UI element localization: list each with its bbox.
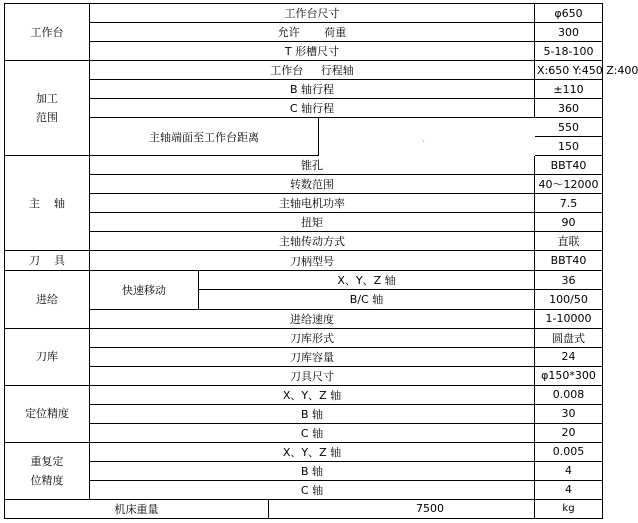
- row-value: 0.005: [535, 442, 603, 461]
- row-label: 刀具尺寸: [90, 366, 535, 385]
- row-value: φ650: [535, 4, 603, 23]
- table-row: [5, 213, 603, 232]
- table-row: [5, 499, 603, 518]
- row-unit: kg: [535, 499, 603, 518]
- row-value: 20: [535, 423, 603, 442]
- row-label: 允许 荷重: [90, 23, 535, 42]
- row-value: BBT40: [535, 156, 603, 175]
- table-row: [5, 366, 603, 385]
- table-row: [5, 156, 603, 175]
- category-range: [5, 61, 90, 156]
- table-row: [5, 42, 603, 61]
- table-row: [5, 404, 603, 423]
- row-value: BBT40: [535, 251, 603, 271]
- row-label: C 轴: [90, 480, 535, 499]
- row-value: 550: [535, 118, 603, 137]
- row-value: 150: [535, 137, 603, 156]
- table-row: [5, 23, 603, 42]
- row-label: T 形槽尺寸: [90, 42, 535, 61]
- table-row: [5, 442, 603, 461]
- row-value: ±110: [535, 80, 603, 99]
- table-row: [5, 194, 603, 213]
- category-magazine: 刀库: [5, 328, 90, 385]
- category-line: 加工: [36, 92, 58, 106]
- row-label: 锥孔: [90, 156, 535, 175]
- row-label: 扭矩: [90, 213, 535, 232]
- category-line: 重复定: [30, 454, 64, 468]
- table-row: [5, 118, 603, 137]
- row-label: 主轴传动方式: [90, 232, 535, 251]
- category-positioning: 定位精度: [5, 385, 90, 442]
- machine-spec-table: [4, 3, 638, 519]
- row-label: B 轴: [90, 404, 535, 423]
- row-label: C 轴: [90, 423, 535, 442]
- table-row: [5, 175, 603, 194]
- table-row: [5, 4, 603, 23]
- table-row: [5, 99, 603, 118]
- row-value: 7.5: [535, 194, 603, 213]
- blank-marker: 、: [421, 130, 432, 144]
- row-value: 100/50: [535, 290, 603, 309]
- category-tool: 刀 具: [5, 251, 90, 271]
- table-row: [5, 423, 603, 442]
- row-value: 30: [535, 404, 603, 423]
- row-label: 刀库容量: [90, 347, 535, 366]
- table-row: [5, 347, 603, 366]
- row-label: 工作台 行程轴: [90, 61, 535, 80]
- table-row: [5, 80, 603, 99]
- row-label: B/C 轴: [199, 290, 535, 309]
- category-spindle: 主 轴: [5, 156, 90, 251]
- row-value: X:650 Y:450 Z:400: [535, 61, 603, 80]
- table-row: [5, 232, 603, 251]
- row-label: X、Y、Z 轴: [199, 271, 535, 290]
- table-row: [5, 61, 603, 80]
- table-row: [5, 480, 603, 499]
- row-label: 转数范围: [90, 175, 535, 194]
- row-label: C 轴行程: [90, 99, 535, 118]
- row-value: 90: [535, 213, 603, 232]
- row-label: 工作台尺寸: [90, 4, 535, 23]
- row-value: 300: [535, 23, 603, 42]
- row-value: 4: [535, 461, 603, 480]
- row-value: 36: [535, 271, 603, 290]
- row-value: 1-10000: [535, 309, 603, 328]
- category-feed: 进给: [5, 271, 90, 328]
- row-label: 刀柄型号: [90, 251, 535, 271]
- category-worktable: 工作台: [5, 4, 90, 61]
- row-value: 24: [535, 347, 603, 366]
- blank-cell: [319, 118, 535, 156]
- row-value: 40～12000: [535, 175, 603, 194]
- row-value: 5-18-100: [535, 42, 603, 61]
- row-label: 机床重量: [5, 499, 269, 518]
- row-value: 圆盘式: [535, 328, 603, 347]
- table-row: [5, 328, 603, 347]
- table-row: [5, 385, 603, 404]
- row-value: 360: [535, 99, 603, 118]
- row-label: X、Y、Z 轴: [90, 442, 535, 461]
- row-value: 7500: [269, 499, 535, 518]
- row-label: 刀库形式: [90, 328, 535, 347]
- category-line: 位精度: [30, 473, 64, 487]
- category-line: 范围: [36, 111, 58, 125]
- row-value: 直联: [535, 232, 603, 251]
- table-row: [5, 251, 603, 271]
- row-value: 4: [535, 480, 603, 499]
- row-value: φ150*300: [535, 366, 603, 385]
- row-label: 主轴电机功率: [90, 194, 535, 213]
- row-value: 0.008: [535, 385, 603, 404]
- table-row: [5, 309, 603, 328]
- row-label: X、Y、Z 轴: [90, 385, 535, 404]
- table-row: [5, 271, 603, 290]
- row-label: B 轴行程: [90, 80, 535, 99]
- rapid-move-label: 快速移动: [90, 271, 199, 309]
- row-label: B 轴: [90, 461, 535, 480]
- category-repeatability: [5, 442, 90, 499]
- row-label: 进给速度: [90, 309, 535, 328]
- row-label: 主轴端面至工作台距离: [90, 118, 319, 156]
- table-row: [5, 461, 603, 480]
